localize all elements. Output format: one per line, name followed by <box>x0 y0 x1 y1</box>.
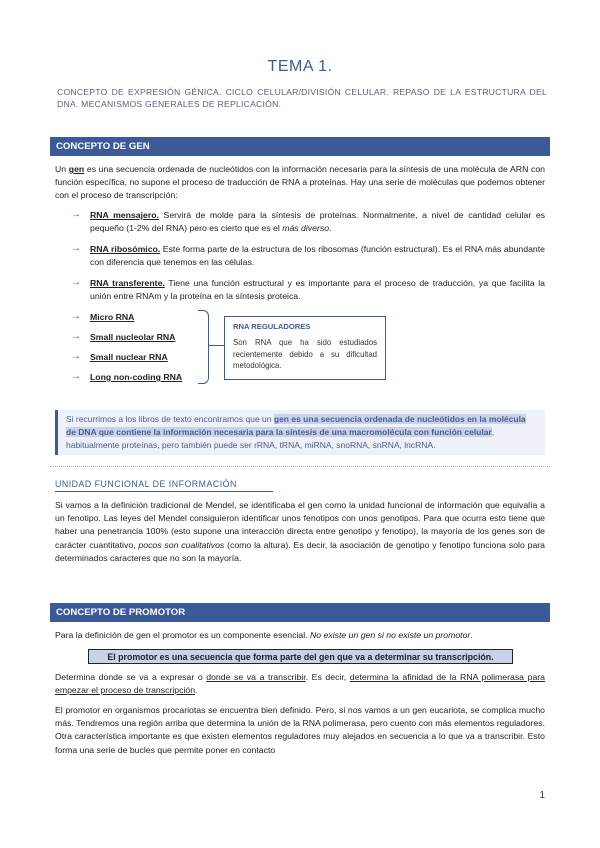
list-item-snorna: Small nucleolar RNA <box>90 332 176 342</box>
subheading-underline <box>55 491 273 492</box>
arrow-icon: → <box>71 311 81 322</box>
regulators-box-body: Son RNA que ha sido estudiados recientemente debido a su dificultad metodológica. <box>233 338 377 370</box>
page-number: 1 <box>539 790 545 801</box>
textbook-definition-quote: Si recurrimos a los libros de texto encontramos que un gen es una secuencia ordenada de nucleótidos en la molécula de DNA que contiene la información necesaria para la síntesis de una macromolécula con función celular, habitualmente proteínas, pero también puede ser rRNA, tRNA, miRNA, snoRNA, snRNA, lncRNA. <box>55 410 545 455</box>
gen-intro-paragraph: Un gen es una secuencia ordenada de nucleótidos con la información necesaria para la síntesis de una molécula de ARN con función específica, no supone el proceso de traducción de RNA a proteínas. Hay una serie de moléculas que podemos obtener con el proceso de transcripción: <box>55 164 545 201</box>
promotor-intro-paragraph: Para la definición de gen el promotor es un componente esencial. No existe un gen si no existe un promotor. <box>55 630 473 640</box>
list-item-rrna: RNA ribosómico. Este forma parte de la estructura de los ribosomas (función estructural). Es el RNA más abundante con diferencia que tenemos en las células. <box>90 244 545 268</box>
divider <box>50 466 550 467</box>
list-item-micro-rna: Micro RNA <box>90 312 135 322</box>
section-heading-gen: CONCEPTO DE GEN <box>50 137 550 156</box>
regulators-box-title: RNA REGULADORES <box>233 322 311 331</box>
regulators-box <box>224 316 386 380</box>
arrow-icon: → <box>71 331 81 342</box>
highlighted-definition: gen es una secuencia ordenada de nucleótidos en la molécula de DNA que contiene la información necesaria para la síntesis de una macromolécula con función celular <box>66 414 526 437</box>
list-item-lncrna: Long non-coding RNA <box>90 372 183 382</box>
list-item-snrna: Small nuclear RNA <box>90 352 168 362</box>
promotor-paragraph-3: El promotor en organismos procariotas se encuentra bien definido. Pero, si nos vamos a un gen eucariota, se complica mucho más. Tendremos una región arriba que determina la unión de la RNA polimerasa, pero cuento con más elementos reguladores. Otra característica importante es que existen elementos reguladores muy alejados en secuencia a lo que va a transcribir. Esto forma una serie de bucles que permite poner en contacto <box>55 705 545 755</box>
unidad-paragraph: Si vamos a la definición tradicional de Mendel, se identificaba el gen como la unidad funcional de información que equivalía a un fenotipo. Las leyes del Mendel consiguieron identificar unos fenotipos con unos genotipos. Para que ocurra esto tiene que haber una penetrancia 100% (esto supone una interacción directa entre genotipo y fenotipo), la mayoría de los genes son de carácter cuantitativo, pocos son cualitativos (como la altura). Es decir, la asociación de genotipo y fenotipo funciona solo para determinados caracteres que no son la mayoría. <box>55 500 546 563</box>
subheading-unidad-funcional: UNIDAD FUNCIONAL DE INFORMACIÓN <box>55 479 237 489</box>
page-title: TEMA 1. <box>267 58 333 75</box>
arrow-icon: → <box>71 209 81 220</box>
list-item-mrna: RNA mensajero. Servirá de molde para la síntesis de proteínas. Normalmente, a nivel de cantidad celular es pequeño (1-2% del RNA) pero es cierto que es el más diverso. <box>90 210 545 234</box>
arrow-icon: → <box>71 371 81 382</box>
arrow-icon: → <box>71 277 81 288</box>
bracket-connector <box>198 310 209 384</box>
bracket-connector-line <box>208 345 224 346</box>
arrow-icon: → <box>71 351 81 362</box>
page-subtitle: CONCEPTO DE EXPRESIÓN GÉNICA. CICLO CELULAR/DIVISIÓN CELULAR. REPASO DE LA ESTRUCTURA DEL DNA. MECANISMOS GENERALES DE REPLICACIÓN. <box>57 87 547 109</box>
arrow-icon: → <box>71 243 81 254</box>
gen-keyword: gen <box>68 164 85 174</box>
list-item-trna: RNA transferente. Tiene una función estructural y es importante para el proceso de traducción, ya que facilita la unión entre RNAm y la proteína en la síntesis proteica. <box>90 278 545 302</box>
promotor-definition-box: El promotor es una secuencia que forma parte del gen que va a determinar su transcripción. <box>88 649 513 664</box>
promotor-paragraph-2: Determina donde se va a expresar o donde se va a transcribir. Es decir, determina la afinidad de la RNA polimerasa para empezar el proceso de transcripción. <box>55 672 545 696</box>
section-heading-promotor: CONCEPTO DE PROMOTOR <box>50 603 550 622</box>
